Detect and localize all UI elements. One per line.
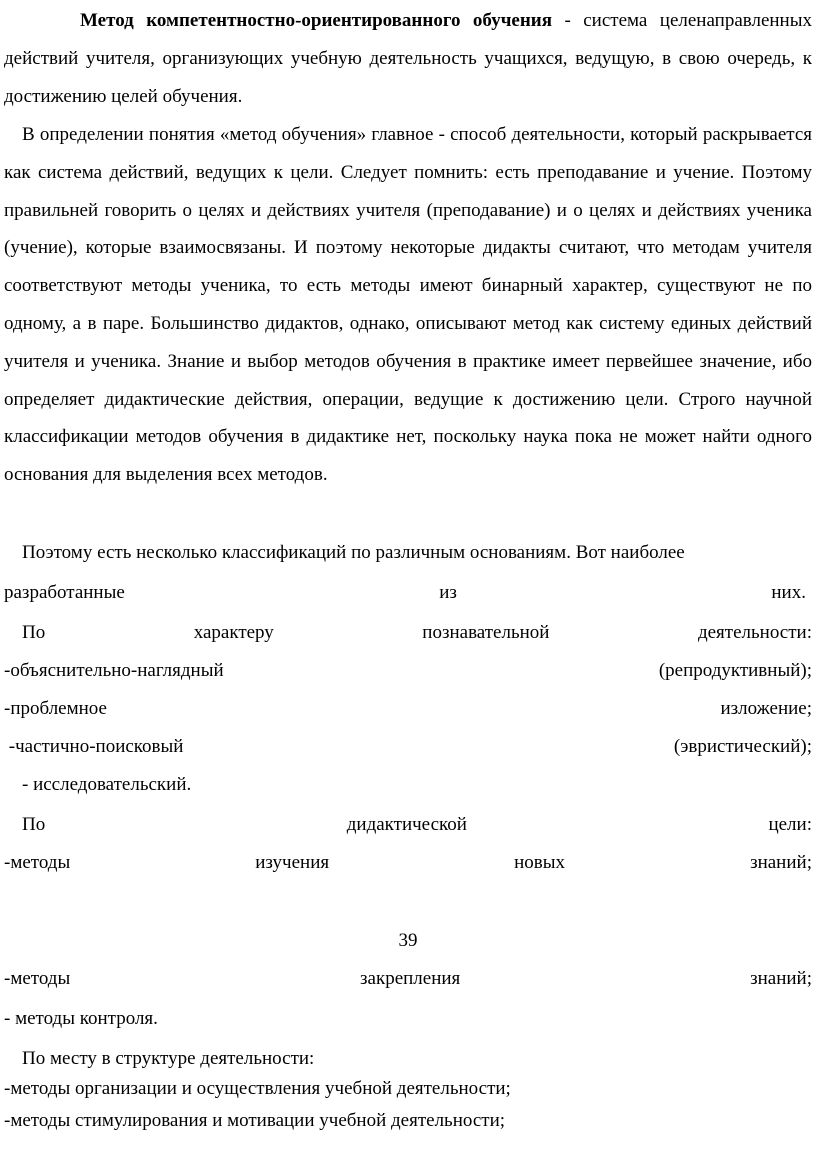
list-item-research: - исследовательский. [22, 774, 192, 795]
heading-word-3: цели: [768, 814, 812, 835]
word-1: -методы [4, 968, 71, 989]
list-item-problem [4, 692, 812, 726]
group-didactic-heading [4, 808, 812, 842]
paragraph-definition-bold-lead: Метод компетентностно-ориентированного обучения [80, 10, 553, 31]
list-item-left: -объяснительно-наглядный [4, 660, 224, 681]
word-iz: из [439, 582, 457, 603]
list-item-stimulation: -методы стимулирования и мотивации учебной деятельности; [4, 1110, 506, 1131]
group-cognitive-heading [4, 616, 812, 650]
list-item-consolidation [4, 962, 812, 996]
list-item-organization: -методы организации и осуществления учебной деятельности; [4, 1078, 511, 1099]
list-item-partial-search [4, 730, 812, 764]
heading-word-2: дидактической [346, 814, 467, 835]
list-item-left: -частично-поисковый [4, 736, 184, 757]
heading-word-2: характеру [193, 622, 274, 643]
word-3: новых [514, 852, 566, 873]
paragraph-classifications-line2 [4, 576, 812, 610]
word-razrabotannye: разработанные [4, 582, 125, 603]
list-item-control: - методы контроля. [4, 1008, 158, 1029]
list-item-right: (репродуктивный); [658, 660, 812, 681]
paragraph-definition-rest: - система целенаправленных действий учителя, организующих учебную деятельность учащихся, ведущую, в свою очередь, к достижению целей обучения. [4, 10, 812, 107]
list-item-new-knowledge [4, 846, 812, 880]
heading-word-1: По [22, 814, 46, 835]
word-2: изучения [255, 852, 330, 873]
word-nikh: них. [771, 582, 806, 603]
word-4: знаний; [750, 852, 812, 873]
page-number: 39 [398, 930, 418, 951]
list-item-right: (эвристический); [673, 736, 812, 757]
heading-word-3: познавательной [422, 622, 550, 643]
word-1: -методы [4, 852, 71, 873]
list-item-right: изложение; [720, 698, 812, 719]
paragraph-definition [4, 2, 812, 115]
paragraph-classifications-line1: Поэтому есть несколько классификаций по различным основаниям. Вот наиболее [22, 542, 685, 563]
paragraph-method-concept: В определении понятия «метод обучения» главное - способ деятельности, который раскрывается как система действий, ведущих к цели. Следует помнить: есть преподавание и учение. Поэтому правильней говорить о целях и действиях учителя (преподавание) и о целях и действиях ученика (учение), которые взаимосвязаны. И поэтому некоторые дидакты считают, что методам учителя соответствуют методы ученика, то есть методы имеют бинарный характер, существуют не по одному, а в паре. Большинство дидактов, однако, описывают метод как систему единых действий учителя и ученика. Знание и выбор методов обучения в практике имеет первейшее значение, ибо определяет дидактические действия, операции, ведущие к достижению цели. Строго научной классификации методов обучения в дидактике нет, поскольку наука пока не может найти одного основания для выделения всех методов. [4, 124, 812, 486]
heading-word-4: деятельности: [697, 622, 812, 643]
list-item-explanatory [4, 654, 812, 688]
list-item-left: -проблемное [4, 698, 107, 719]
word-2: закрепления [360, 968, 461, 989]
word-3: знаний; [750, 968, 812, 989]
heading-word-1: По [22, 622, 46, 643]
group-structure-heading: По месту в структуре деятельности: [22, 1048, 315, 1069]
